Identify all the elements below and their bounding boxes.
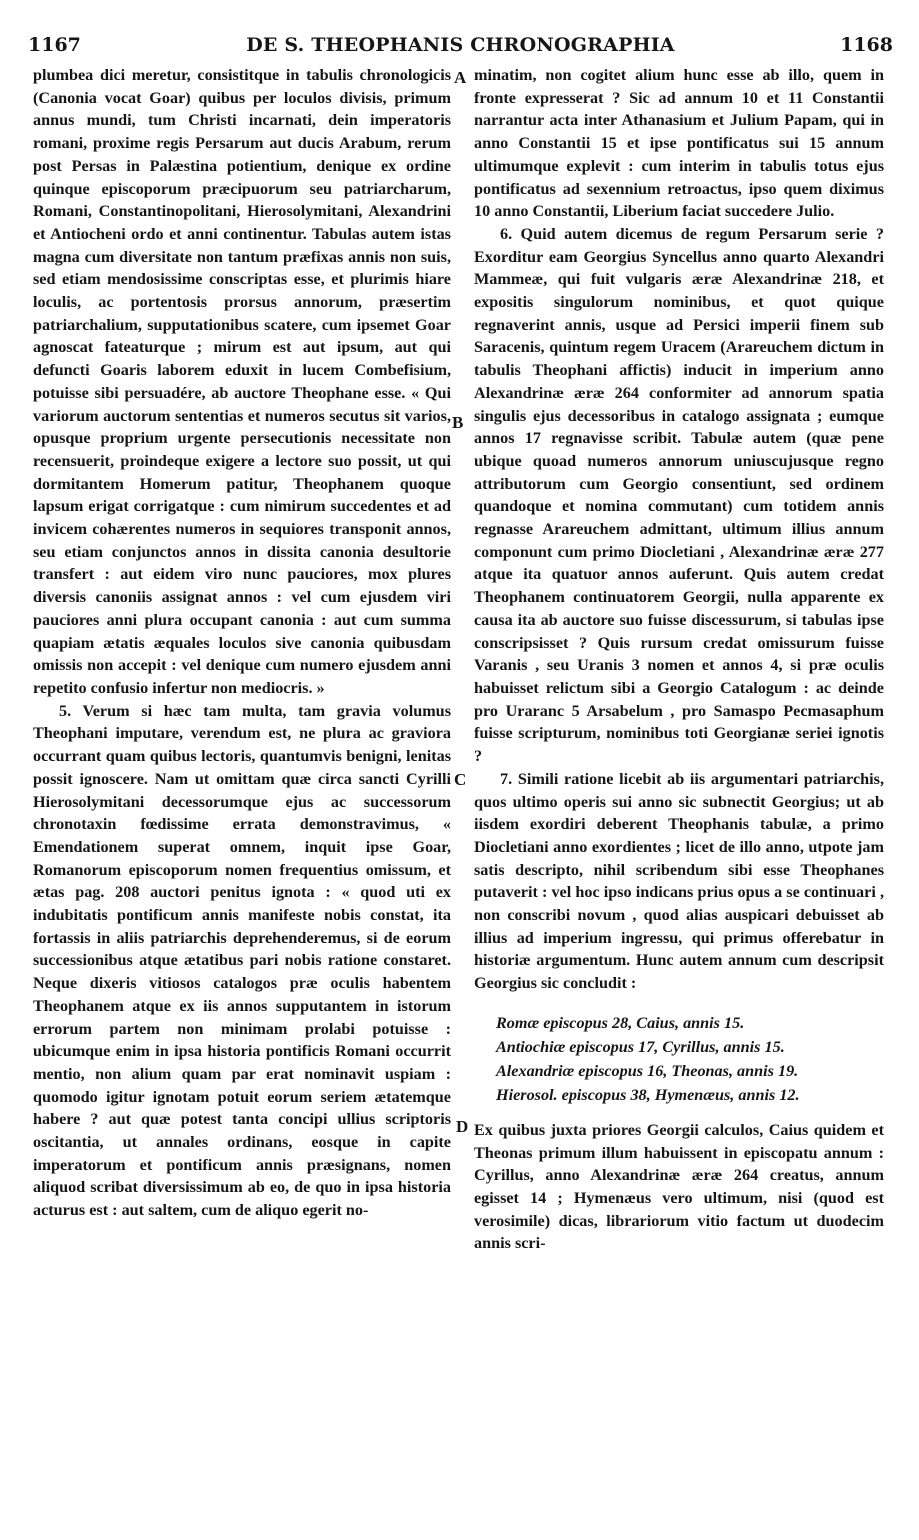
right-paragraph-1: minatim, non cogitet alium hunc esse ab illo, quem in fronte expresserat ? Sic ad annum 10 et 11 Constantii narrantur acta inter Athanasium et Julium Papam, qui in anno Constantii 15 et ipse pontificatus sui 15 annum ultimumque explevit : cum interim in tabulis totus ejus pontificatus ad sexennium retroactus, ipso quem diximus 10 anno Constantii, Liberium faciat succedere Julio. <box>474 66 884 221</box>
margin-marker-d: D <box>456 1117 469 1136</box>
right-paragraph-4: Ex quibus juxta priores Georgii calculos, Caius quidem et Theonas primum illum habuissent in episcopatu annum : Cyrillus, anno Alexandrinæ æræ 264 creatus, annum egisset 14 ; Hymenæus vero ultimum, nisi (quod est verosimile) dicas, librariorum vitio factum ut duodecim annis scri- <box>474 1120 884 1253</box>
bishop-list-line: Hierosol. episcopus 38, Hymenæus, annis 12. <box>496 1085 800 1104</box>
running-header <box>28 34 893 60</box>
left-paragraph-2: 5. Verum si hæc tam multa, tam gravia volumus Theophani imputare, verendum est, ne plura ac graviora occurrant quam quibus lectoris, quantumvis benigni, lenitas possit ignoscere. Nam ut omittam quæ circa sancti Cyrilli Hierosolymitani decessorumque ejus ac successorum chronotaxin fœdissime errata demonstravimus, « Emendationem superat omnem, inquit ipse Goar, Romanorum episcoporum nomen frequentius omissum, et ætas pag. 208 auctori penitus ignota : « quod uti ex indubitatis pontificum annis manifeste nobis constat, ita fortassis in aliis patriarchis deprehenderemus, si de eorum successionibus atque ætatibus pari nobis ratione constaret. Neque dixeris vitiosos catalogos præ oculis habentem Theophanem atque ex iis annos supputantem in istorum errorum partem non minimam prolabi potuisse : ubicumque enim in ipsa historia pontificis Romani occurrit mentio, non alium quam par erat nominavit uspiam : quomodo igitur ignotam potuit eorum seriem ætatemque habere ? aut quæ potest tanta concipi ullius scriptoris oscitantia, ut annales ordinans, eosque in capite imperatorum et pontificum annis præsignans, nomen aliquod scribat diversissimum ab eo, de quo in ipsa historia acturus est : aut saltem, cum de aliquo egerit no- <box>33 701 451 1220</box>
running-title: DE S. THEOPHANIS CHRONOGRAPHIA <box>246 34 675 56</box>
left-paragraph-1: plumbea dici meretur, consistitque in tabulis chronologicis (Canonia vocat Goar) quibus per loculos divisis, primum annus mundi, tum Christi incarnati, dein imperatoris romani, proxime regis Persarum aut ducis Arabum, rerum post Persas in Palæstina potientium, denique ex ordine quinque episcoporum præcipuorum seu patriarcharum, Romani, Constantinopolitani, Hierosolymitani, Alexandrini et Antiocheni ordo et anni continentur. Tabulas autem istas magna cum diversitate non tantum præfixas annis non suis, sed etiam mendosissime conscriptas esse, et plurimis hiare loculis, ac portentosis prorsus annorum, præsertim patriarchalium, supputationibus scatere, cum ipsemet Goar agnoscat fateaturque ; mirum est aut ipsum, aut qui defuncti Goaris laborem eduxit in lucem Combefisium, potuisse sibi persuadére, ab auctore Theophane esse. « Qui variorum auctorum sententias et numeros secutus sit varios, opusque proprium urgente persecutionis necessitate non recensuerit, proindeque exigere a lectore suo possit, ut qui dormitantem Homerum patitur, Theophanem quoque lapsum erigat corrigatque : cum nimirum succedentes et ad invicem cohærentes numeros in sequiores transponit annos, seu etiam conjunctos annos in dissita canonia desultorie transfert : aut eidem viro nunc pauciores, mox plures diversis canoniis assignat annos : vel cum ejusdem viri pauciores anni plura occupant canonia : aut cum summa quapiam ætatis æquales loculos sive canonia quibusdam omissis non accepit : vel denique cum numero ejusdem anni repetito confusio infertur non mediocris. » <box>33 66 451 697</box>
bishop-list-line: Antiochiæ episcopus 17, Cyrillus, annis 15. <box>496 1037 785 1056</box>
bishop-list-line: Romæ episcopus 28, Caius, annis 15. <box>496 1013 745 1032</box>
page-number-left: 1167 <box>28 34 81 56</box>
margin-marker-b: B <box>452 413 464 432</box>
page-number-right: 1168 <box>840 34 893 56</box>
bishop-list <box>496 1011 884 1107</box>
right-paragraph-3: 7. Simili ratione licebit ab iis argumentari patriarchis, quos ultimo operis sui anno sic subnectit Georgius; ut ab iisdem exordiri deberent Theophanis tabulæ, a primo Diocletiani anno exordientes ; licet de illo anno, utpote jam satis descripto, nihil scribendum sibi esse Theophanes putaverit : vel hoc ipso indicans prius opus a se continuari , non conscribi novum , quod alias auspicari debuisset ab illius ad imperium ingressu, qui primus offerebatur in historiæ argumentum. Hunc autem annum cum descripsit Georgius sic concludit : <box>474 769 884 993</box>
right-paragraph-2: 6. Quid autem dicemus de regum Persarum serie ? Exorditur eam Georgius Syncellus anno quarto Alexandri Mammeæ, qui fuit vulgaris æræ Alexandrinæ 218, et expositis singulorum nominibus, et quot quique regnaverint annis, usque ad Persici imperii finem sub Saracenis, quintum regem Uracem (Arareuchem dictum in tabulis Theophani affictis) inducit in imperium anno Alexandrinæ æræ 264 conformiter ad annorum spatia singulis ejus decessoribus in catalogo assignata ; eumque annos 17 regnavisse scribit. Tabulæ autem (quæ pene ubique quoad numeros annorum uniuscujusque regno attributorum cum Georgio consentiunt, sed ordinem quandoque et nomina commutant) cum totidem annis regnasse Arareuchem admittant, ultimum illius annum componunt cum primo Diocletiani , Alexandrinæ æræ 277 atque ita quatuor annos auferunt. Quis autem credat Theophanem continuatorem Georgii, nulla apparente ex causa ita ab auctore suo fuisse discessurum, si tabulas ipse conscripsisset ? Quis rursum credat omissurum fuisse Varanis , seu Uranis 3 nomen et annos 4, si præ oculis habuisset relictum sibi a Georgio Catalogum : ac deinde pro Uraranc 5 Arsabelum , pro Samaspo Pecmasaphum fuisse scripturum, nominibus toti Georgianæ seriei ignotis ? <box>474 224 884 766</box>
left-column <box>33 64 451 1222</box>
margin-marker-a: A <box>454 68 467 87</box>
right-column <box>474 64 884 1255</box>
bishop-list-line: Alexandriæ episcopus 16, Theonas, annis 19. <box>496 1061 799 1080</box>
margin-marker-c: C <box>454 770 467 789</box>
